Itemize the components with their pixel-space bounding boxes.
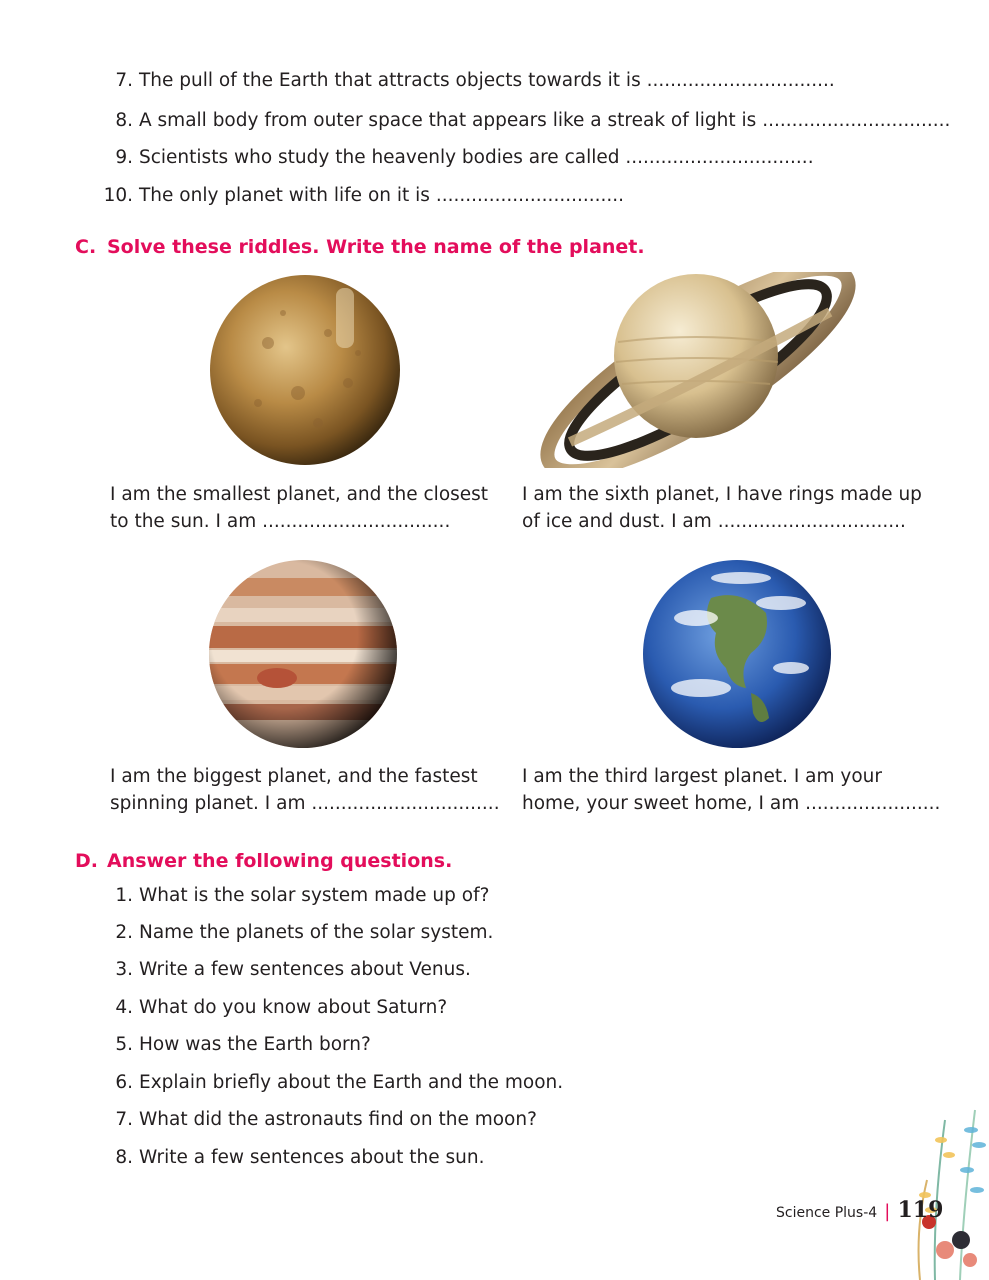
question-number: 8. [115, 1147, 133, 1168]
earth-image [641, 558, 833, 750]
riddle-line: I am the third largest planet. I am your [522, 766, 883, 787]
section-title: Solve these riddles. Write the name of the planet. [107, 236, 645, 258]
mercury-image [208, 273, 402, 467]
riddle-line: spinning planet. I am [110, 793, 306, 814]
riddle-mercury: I am the smallest planet, and the closest to the sun. I am ................................ [110, 481, 488, 535]
question-text: Write a few sentences about Venus. [139, 959, 471, 980]
question-item [115, 922, 494, 943]
question-number: 9. [115, 147, 133, 168]
riddle-jupiter: I am the biggest planet, and the fastest spinning planet. I am ................................ [110, 763, 500, 817]
question-number: 6. [115, 1072, 133, 1093]
riddle-earth: I am the third largest planet. I am your home, your sweet home, I am ....................... [522, 763, 940, 817]
riddle-line: I am the biggest planet, and the fastest [110, 766, 478, 787]
fill-blank-question: 10. The only planet with life on it is ................................ [139, 185, 624, 206]
question-item [115, 1147, 485, 1168]
question-number: 3. [115, 959, 133, 980]
question-item [115, 997, 448, 1018]
riddle-line: of ice and dust. I am [522, 511, 712, 532]
fill-blank-question: 9. Scientists who study the heavenly bodies are called ................................ [139, 147, 814, 168]
riddle-line: I am the sixth planet, I have rings made up [522, 484, 922, 505]
fill-blank-question: 8. A small body from outer space that appears like a streak of light is ................................ [139, 110, 950, 131]
question-text: Explain briefly about the Earth and the moon. [139, 1072, 564, 1093]
floral-decoration [905, 1100, 989, 1280]
fill-blank-question: 7. The pull of the Earth that attracts objects towards it is ................................ [139, 70, 835, 91]
question-item [115, 1072, 564, 1093]
answer-blank[interactable]: ............................... [435, 185, 619, 206]
answer-blank[interactable]: ............................... [717, 511, 900, 532]
question-text: The pull of the Earth that attracts objects towards it is [139, 70, 641, 91]
question-text: The only planet with life on it is [139, 185, 430, 206]
question-number: 2. [115, 922, 133, 943]
question-text: Write a few sentences about the sun. [139, 1147, 485, 1168]
answer-blank[interactable]: ............................... [625, 147, 808, 168]
jupiter-image [207, 558, 399, 750]
question-item [115, 959, 471, 980]
riddle-line: I am the smallest planet, and the closest [110, 484, 489, 505]
question-number: 1. [115, 885, 133, 906]
riddle-line: home, your sweet home, I am [522, 793, 800, 814]
question-text: A small body from outer space that appears like a streak of light is [139, 110, 757, 131]
question-number: 4. [115, 997, 133, 1018]
riddle-saturn: I am the sixth planet, I have rings made up of ice and dust. I am ................................ [522, 481, 922, 535]
page-footer [776, 1197, 943, 1223]
question-item [115, 1034, 371, 1055]
question-text: What did the astronauts find on the moon? [139, 1109, 537, 1130]
answer-blank[interactable]: ............................... [311, 793, 494, 814]
question-text: What is the solar system made up of? [139, 885, 490, 906]
section-label: D. [75, 850, 98, 872]
answer-blank[interactable]: ............................... [262, 511, 445, 532]
section-c-heading [75, 236, 645, 258]
question-number: 7. [115, 1109, 133, 1130]
answer-blank[interactable]: ............................... [762, 110, 945, 131]
section-d-heading [75, 850, 452, 872]
saturn-image [530, 272, 866, 468]
question-text: Scientists who study the heavenly bodies are called [139, 147, 620, 168]
page-number: 119 [897, 1197, 944, 1223]
book-title: Science Plus-4 [776, 1205, 878, 1221]
footer-divider: | [884, 1201, 891, 1222]
question-text: How was the Earth born? [139, 1034, 371, 1055]
section-title: Answer the following questions. [107, 850, 453, 872]
question-item [115, 1109, 537, 1130]
question-number: 7. [115, 70, 133, 91]
question-number: 5. [115, 1034, 133, 1055]
question-number: 8. [115, 110, 133, 131]
section-label: C. [75, 236, 97, 258]
question-number: 10. [103, 185, 133, 206]
riddle-line: to the sun. I am [110, 511, 257, 532]
question-text: Name the planets of the solar system. [139, 922, 494, 943]
question-text: What do you know about Saturn? [139, 997, 448, 1018]
answer-blank[interactable]: ...................... [805, 793, 935, 814]
question-item [115, 885, 490, 906]
answer-blank[interactable]: ............................... [646, 70, 829, 91]
